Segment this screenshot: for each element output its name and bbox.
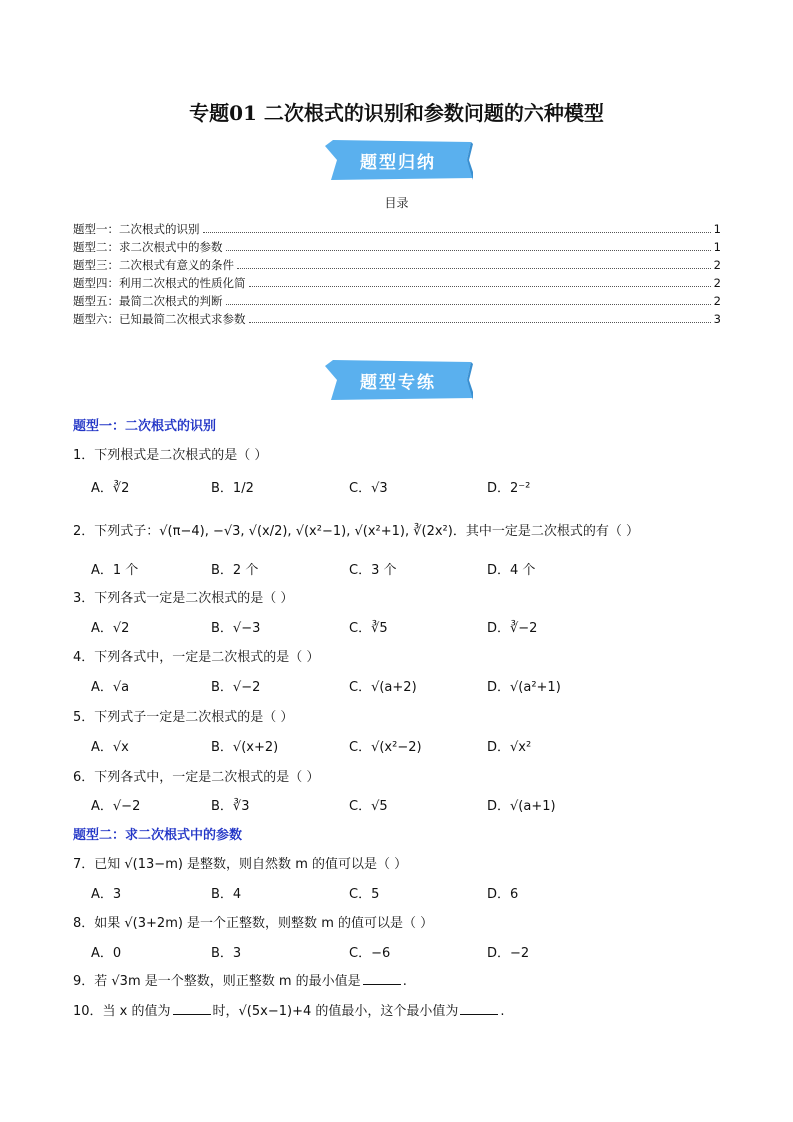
option-a[interactable]: A．√−2: [91, 799, 141, 814]
toc-item-page: 1: [713, 222, 721, 236]
option-a[interactable]: A．√x: [91, 740, 129, 755]
option-c[interactable]: C．5: [349, 887, 380, 902]
question-5-options: [91, 736, 711, 756]
option-c[interactable]: C．√3: [349, 481, 388, 496]
toc-item-label: 题型六：已知最简二次根式求参数: [73, 312, 246, 326]
question-2-options: [91, 559, 711, 579]
question-9-text: 9．若 √3m 是一个整数，则正整数 m 的最小值是: [73, 974, 361, 989]
option-c[interactable]: C．3 个: [349, 563, 397, 578]
toc-heading: 目录: [384, 196, 409, 210]
answer-blank[interactable]: [173, 1014, 211, 1015]
toc-item-label: 题型四：利用二次根式的性质化简: [73, 276, 246, 290]
option-a[interactable]: A．3: [91, 887, 122, 902]
section-heading: 题型一：二次根式的识别: [73, 419, 217, 434]
toc-item-page: 1: [713, 240, 721, 254]
banner-summary: [323, 140, 473, 180]
option-b[interactable]: B．√−2: [211, 680, 261, 695]
option-d[interactable]: D．√(a²+1): [487, 680, 561, 695]
toc-item-label: 题型二：求二次根式中的参数: [73, 240, 223, 254]
section-heading: 题型二：求二次根式中的参数: [73, 828, 243, 843]
table-of-contents: [73, 221, 721, 329]
answer-blank[interactable]: [363, 984, 401, 985]
question-6: 6．下列各式中，一定是二次根式的是（ ）: [73, 770, 320, 785]
question-8-options: [91, 942, 711, 962]
toc-item-page: 2: [713, 294, 721, 308]
question-3-options: [91, 617, 711, 637]
option-a[interactable]: A．∛2: [91, 481, 130, 496]
question-7-options: [91, 883, 711, 903]
option-c[interactable]: C．∛5: [349, 621, 388, 636]
toc-item-label: 题型三：二次根式有意义的条件: [73, 258, 234, 272]
banner-practice-label: 题型专练: [360, 372, 436, 393]
option-a[interactable]: A．0: [91, 946, 122, 961]
question-6-options: [91, 795, 711, 815]
question-4: 4．下列各式中，一定是二次根式的是（ ）: [73, 650, 320, 665]
toc-item[interactable]: [73, 257, 721, 275]
question-7: 7．已知 √(13−m) 是整数，则自然数 m 的值可以是（ ）: [73, 857, 408, 872]
option-a[interactable]: A．√a: [91, 680, 130, 695]
option-d[interactable]: D．4 个: [487, 563, 536, 578]
option-b[interactable]: B．√(x+2): [211, 740, 279, 755]
option-c[interactable]: C．√5: [349, 799, 388, 814]
option-a[interactable]: A．1 个: [91, 563, 139, 578]
option-b[interactable]: B．2 个: [211, 563, 259, 578]
page-title: 专题01 二次根式的识别和参数问题的六种模型: [189, 101, 604, 125]
question-10: 10．当 x 的值为 时，√(5x−1)+4 的值最小，这个最小值为 .: [73, 1004, 505, 1019]
toc-item[interactable]: [73, 239, 721, 257]
option-b[interactable]: B．∛3: [211, 799, 250, 814]
toc-item-label: 题型五：最简二次根式的判断: [73, 294, 223, 308]
option-a[interactable]: A．√2: [91, 621, 130, 636]
option-d[interactable]: D．√(a+1): [487, 799, 556, 814]
toc-item-page: 2: [713, 258, 721, 272]
option-d[interactable]: D．−2: [487, 946, 530, 961]
option-b[interactable]: B．3: [211, 946, 242, 961]
toc-item[interactable]: [73, 293, 721, 311]
banner-summary-label: 题型归纳: [360, 152, 436, 173]
question-3: 3．下列各式一定是二次根式的是（ ）: [73, 591, 294, 606]
option-d[interactable]: D．2⁻²: [487, 481, 531, 496]
banner-practice: [323, 360, 473, 400]
toc-item-page: 3: [713, 312, 721, 326]
question-9: 9．若 √3m 是一个整数，则正整数 m 的最小值是 .: [73, 974, 407, 989]
option-d[interactable]: D．∛−2: [487, 621, 538, 636]
toc-item[interactable]: [73, 311, 721, 329]
toc-item-label: 题型一：二次根式的识别: [73, 222, 200, 236]
option-c[interactable]: C．√(x²−2): [349, 740, 422, 755]
question-1: 1．下列根式是二次根式的是（ ）: [73, 448, 268, 463]
toc-item-page: 2: [713, 276, 721, 290]
toc-item[interactable]: [73, 221, 721, 239]
question-5: 5．下列式子一定是二次根式的是（ ）: [73, 710, 294, 725]
question-8: 8．如果 √(3+2m) 是一个正整数，则整数 m 的值可以是（ ）: [73, 916, 434, 931]
question-1-options: [91, 477, 711, 497]
option-b[interactable]: B．1/2: [211, 481, 254, 496]
answer-blank[interactable]: [460, 1014, 498, 1015]
question-2: 2．下列式子：√(π−4), −√3, √(x/2), √(x²−1), √(x²+1), ∛(2x²)．其中一定是二次根式的有（ ）: [73, 524, 639, 539]
toc-item[interactable]: [73, 275, 721, 293]
question-10-text-a: 10．当 x 的值为: [73, 1004, 171, 1019]
option-d[interactable]: D．√x²: [487, 740, 532, 755]
question-4-options: [91, 676, 711, 696]
question-10-text-b: 时，√(5x−1)+4 的值最小，这个最小值为: [212, 1004, 459, 1019]
option-d[interactable]: D．6: [487, 887, 519, 902]
option-c[interactable]: C．√(a+2): [349, 680, 417, 695]
option-c[interactable]: C．−6: [349, 946, 391, 961]
option-b[interactable]: B．√−3: [211, 621, 261, 636]
option-b[interactable]: B．4: [211, 887, 242, 902]
